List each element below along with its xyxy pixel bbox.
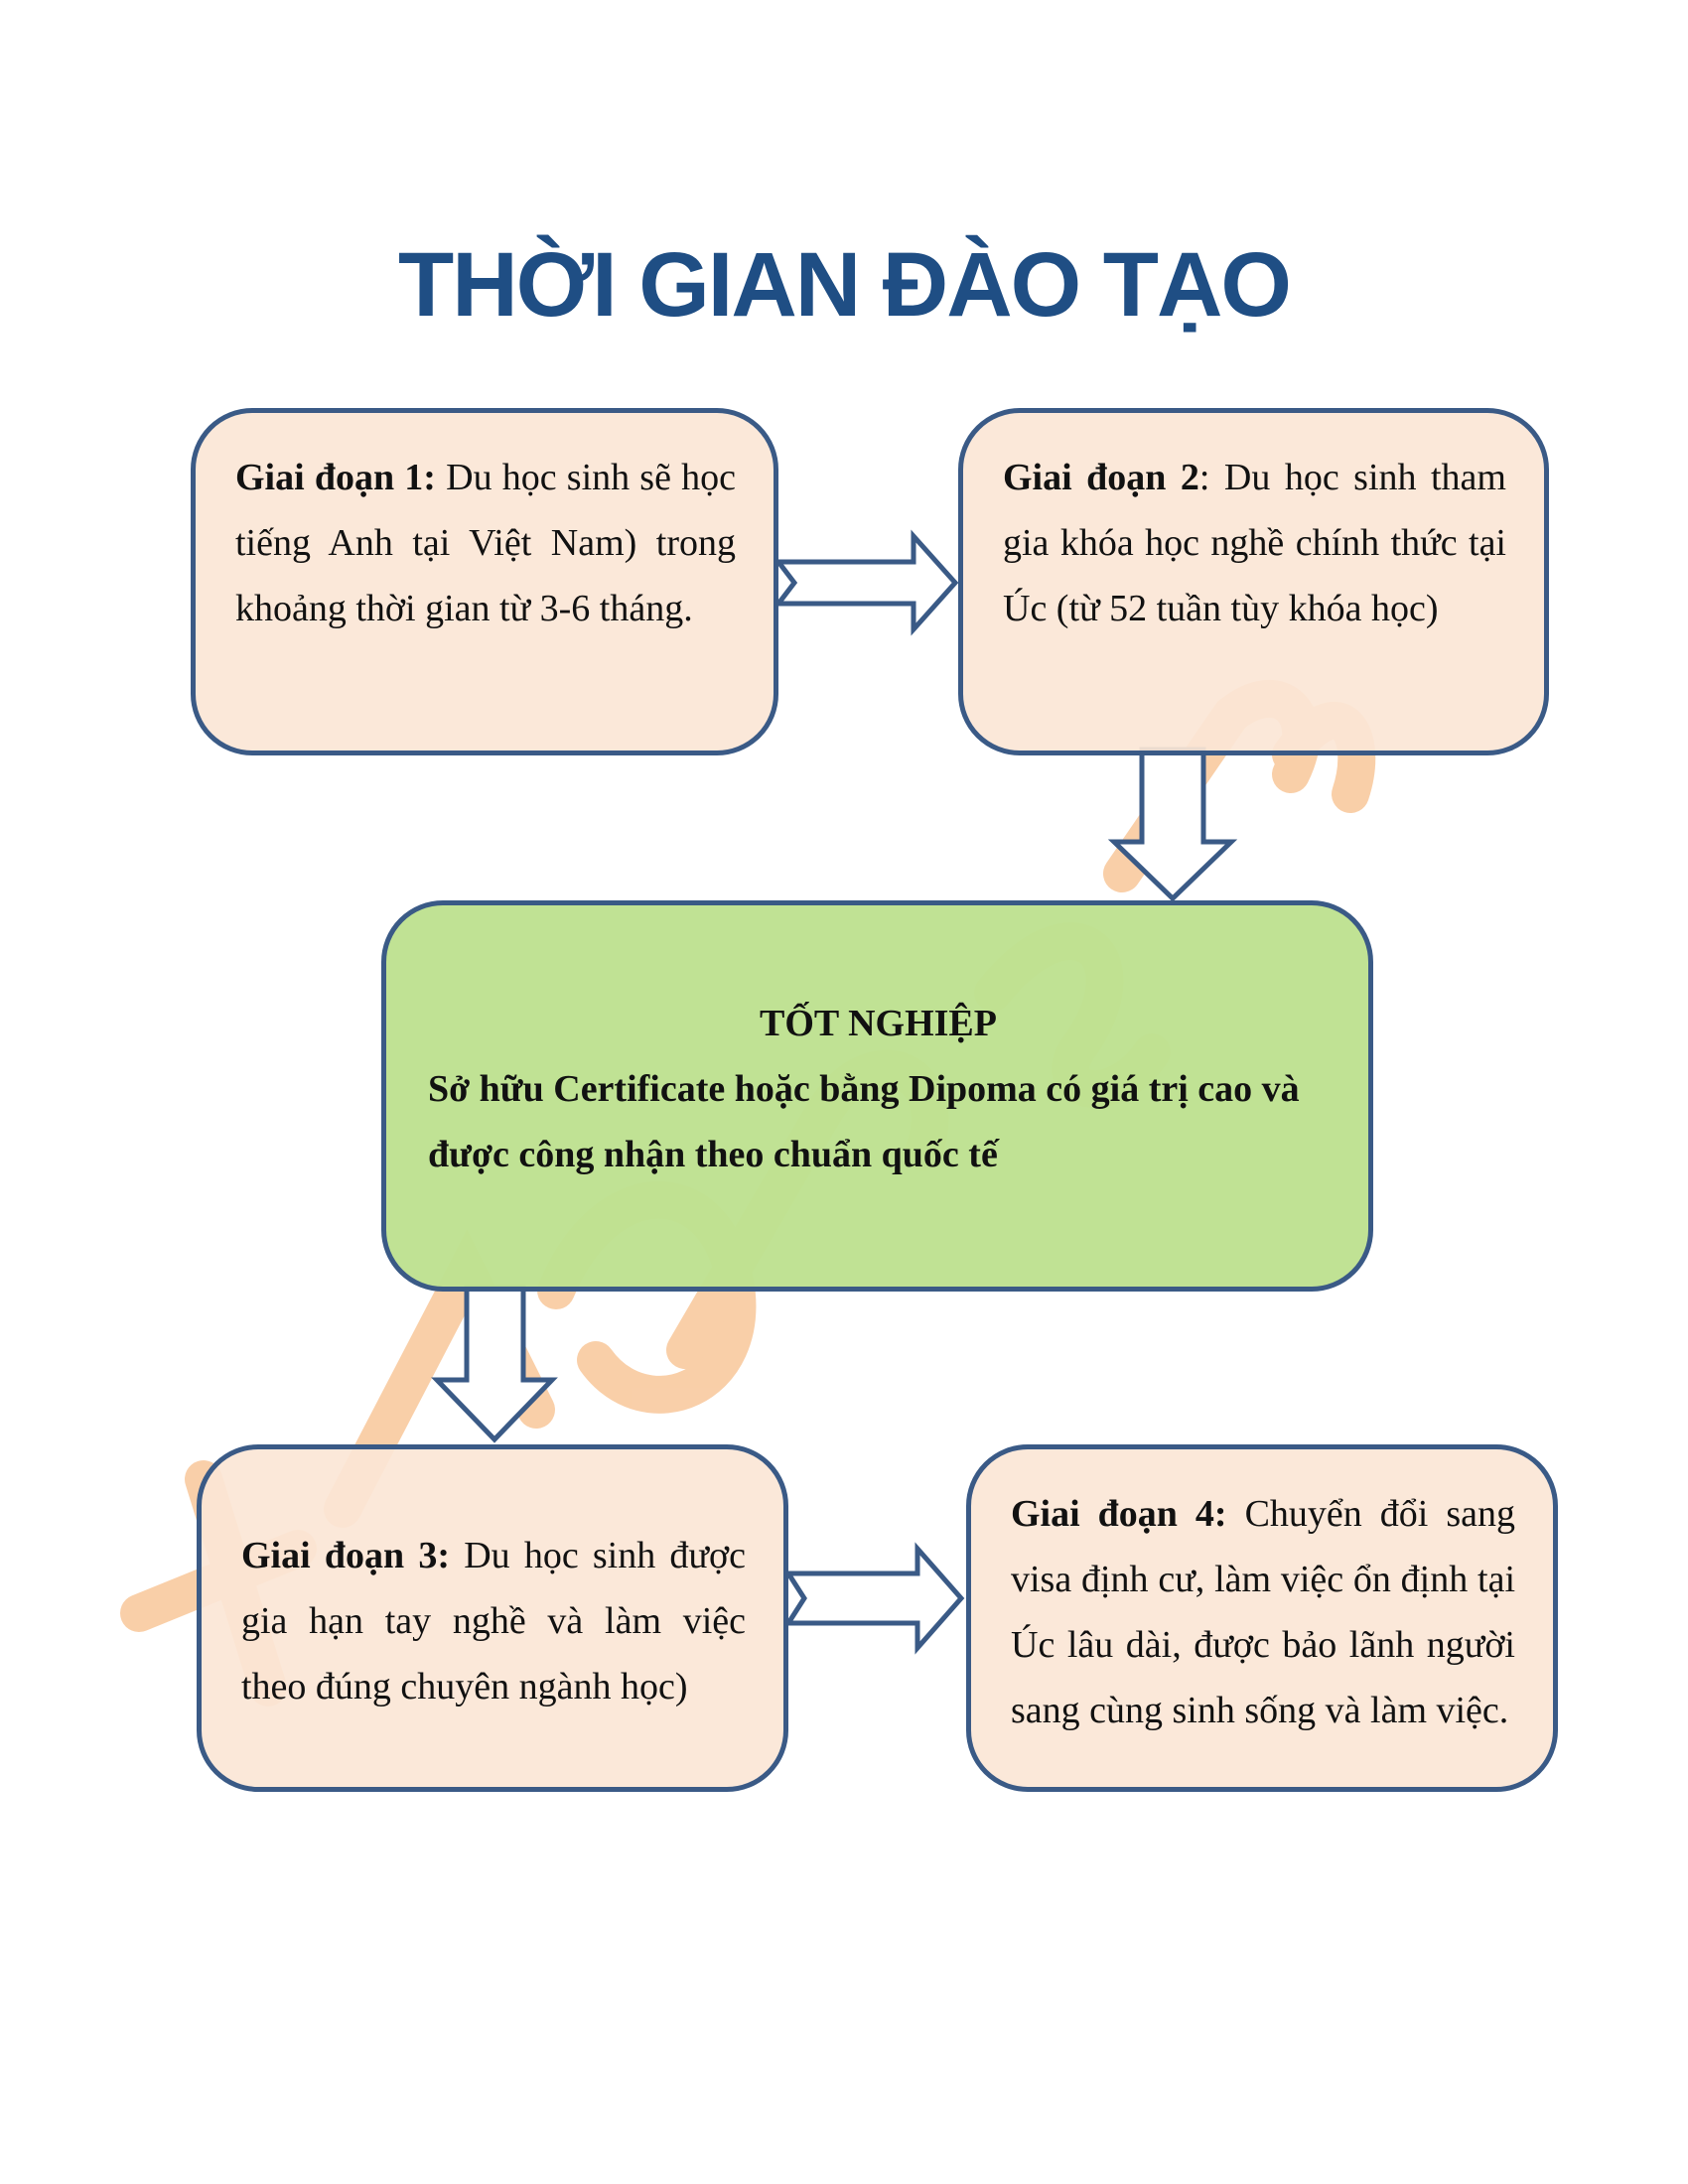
stage-2-box (958, 408, 1549, 755)
stage-4-label: Giai đoạn 4: (1011, 1493, 1227, 1535)
stage-3-text: Du học sinh được gia hạn tay nghề và làm việc theo đúng chuyên ngành học) (241, 1535, 746, 1707)
arrow-right-1-icon (778, 536, 955, 629)
stage-4-box (966, 1444, 1558, 1792)
graduation-box (381, 900, 1373, 1292)
stage-2-text: : Du học sinh tham gia khóa học nghề chính thức tại Úc (từ 52 tuần tùy khóa học) (1003, 457, 1506, 629)
graduation-text: Sở hữu Certificate hoặc bằng Dipoma có giá trị cao và được công nhận theo chuẩn quốc tế (428, 1068, 1300, 1175)
stage-1-text: Du học sinh sẽ học tiếng Anh tại Việt Nam) trong khoảng thời gian từ 3-6 tháng. (235, 457, 736, 629)
stage-2-label: Giai đoạn 2 (1003, 457, 1199, 498)
stage-3-box (197, 1444, 788, 1792)
arrow-down-2-icon (1114, 750, 1231, 898)
stage-1-label: Giai đoạn 1: (235, 457, 436, 498)
graduation-heading: TỐT NGHIỆP (760, 1003, 997, 1044)
stage-4-text: Chuyển đổi sang visa định cư, làm việc ổn định tại Úc lâu dài, được bảo lãnh người sang cùng sinh sống và làm việc. (1011, 1493, 1515, 1731)
arrow-right-4-icon (788, 1549, 961, 1648)
page-title: THỜI GIAN ĐÀO TẠO (398, 234, 1290, 336)
stage-1-box (191, 408, 778, 755)
stage-3-label: Giai đoạn 3: (241, 1535, 450, 1576)
arrow-down-3-icon (437, 1288, 552, 1439)
